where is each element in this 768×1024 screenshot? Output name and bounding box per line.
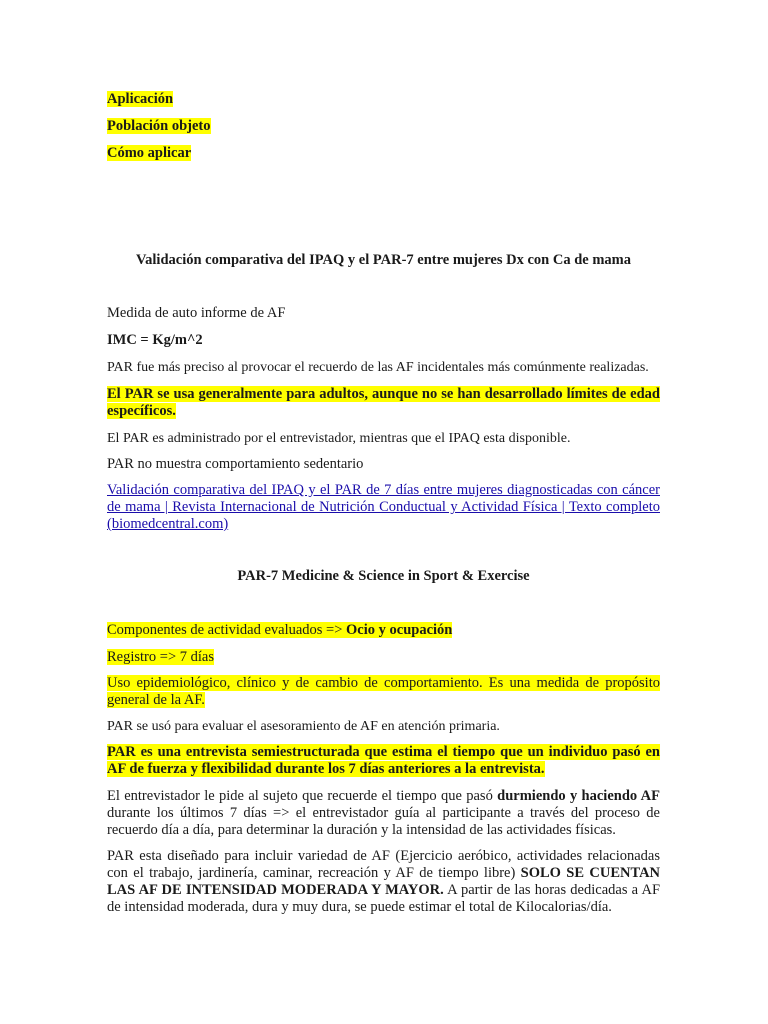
recuerdo-paragraph: El entrevistador le pide al sujeto que recuerde el tiempo que pasó durmiendo y haciendo AF durante los últimos 7 días => el entrevistador guía al participante a través del proceso de recuerdo día a día, para determinar la duración y la intensidad de las actividades físicas. [107, 788, 661, 838]
label-como-aplicar: Cómo aplicar [107, 145, 192, 161]
article-link[interactable]: Validación comparativa del IPAQ y el PAR de 7 días entre mujeres diagnosticadas con cáncer de mama | Revista Internacional de Nutrición Conductual y Actividad Física | Texto completo (biomedcentral.com) [107, 482, 660, 532]
components-bold: Ocio y ocupación [346, 622, 453, 638]
label-poblacion-objeto: Población objeto [107, 118, 211, 134]
section1-p6: PAR no muestra comportamiento sedentario [107, 456, 364, 472]
components-prefix: Componentes de actividad evaluados => [107, 622, 347, 638]
components-line [107, 622, 660, 639]
registro-line: Registro => 7 días [107, 649, 214, 665]
section1-link-paragraph [107, 482, 660, 533]
label-aplicacion: Aplicación [107, 91, 174, 107]
section1-p1: Medida de auto informe de AF [107, 305, 286, 321]
section1-p4: El PAR se usa generalmente para adultos, aunque no se han desarrollado límites de edad específicos. [107, 386, 660, 419]
section1-imc: IMC = Kg/m^2 [107, 332, 203, 348]
section1-title: Validación comparativa del IPAQ y el PAR-7 entre mujeres Dx con Ca de mama [136, 252, 631, 268]
atencion-paragraph: PAR se usó para evaluar el asesoramiento de AF en atención primaria. [107, 719, 500, 734]
variedad-paragraph: PAR esta diseñado para incluir variedad de AF (Ejercicio aeróbico, actividades relacionadas con el trabajo, jardinería, caminar, recreación y AF de tiempo libre) SOLO SE CUENTAN LAS AF DE INTENSIDAD MODERADA Y MAYOR. A partir de las horas dedicadas a AF de intensidad moderada, dura y muy dura, se puede estimar el total de Kilocalorias/día. [107, 848, 661, 915]
uso-paragraph: Uso epidemiológico, clínico y de cambio de comportamiento. Es una medida de propósito general de la AF. [107, 675, 660, 708]
section2-title: PAR-7 Medicine & Science in Sport & Exercise [237, 568, 530, 584]
section1-p3: PAR fue más preciso al provocar el recuerdo de las AF incidentales más comúnmente realizadas. [107, 360, 649, 375]
entrevista-paragraph: PAR es una entrevista semiestructurada que estima el tiempo que un individuo pasó en AF de fuerza y flexibilidad durante los 7 días anteriores a la entrevista. [107, 744, 660, 777]
section1-p5: El PAR es administrado por el entrevistador, mientras que el IPAQ esta disponible. [107, 431, 571, 446]
